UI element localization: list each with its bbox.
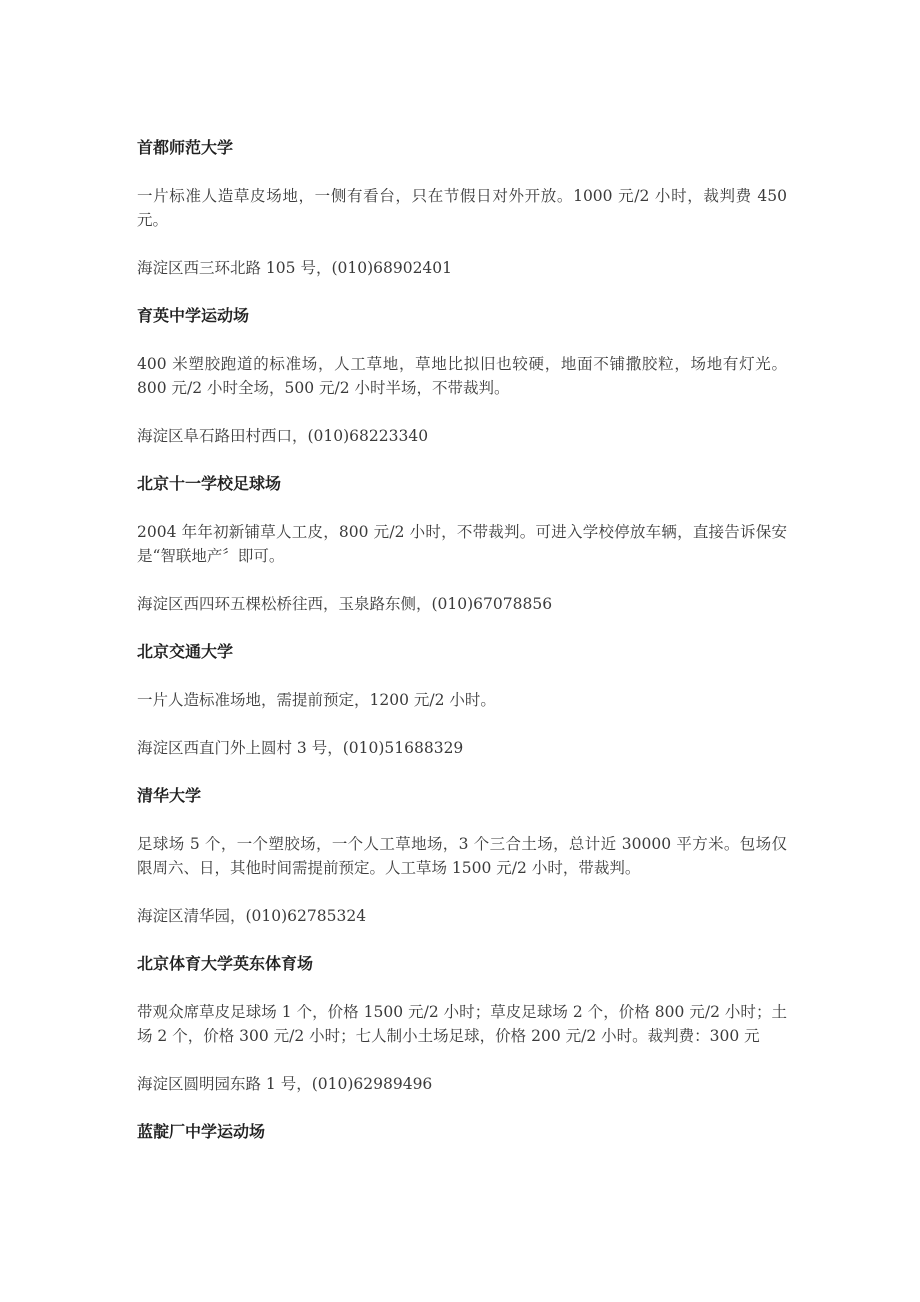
venue-entry [137, 472, 787, 616]
venue-entry [137, 1120, 787, 1144]
venue-description: 400 米塑胶跑道的标准场，人工草地，草地比拟旧也较硬，地面不铺撒胶粒，场地有灯光。800 元/2 小时全场，500 元/2 小时半场，不带裁判。 [137, 355, 787, 397]
venue-title: 首都师范大学 [137, 138, 234, 157]
venue-description: 一片人造标准场地，需提前预定，1200 元/2 小时。 [137, 691, 496, 709]
venue-contact: 海淀区西三环北路 105 号，(010)68902401 [137, 259, 453, 277]
venue-entry [137, 952, 787, 1096]
venue-contact: 海淀区西直门外上圆村 3 号，(010)51688329 [137, 739, 464, 757]
venue-contact: 海淀区阜石路田村西口，(010)68223340 [137, 427, 429, 445]
venue-title: 清华大学 [137, 786, 202, 805]
venue-entry [137, 640, 787, 760]
venue-title: 北京体育大学英东体育场 [137, 954, 314, 973]
venue-description: 足球场 5 个，一个塑胶场，一个人工草地场，3 个三合土场，总计近 30000 平方米。包场仅限周六、日，其他时间需提前预定。人工草场 1500 元/2 小时，带裁判。 [137, 835, 787, 877]
venue-entry [137, 304, 787, 448]
venue-title: 育英中学运动场 [137, 306, 250, 325]
document-page [137, 0, 787, 1168]
venue-contact: 海淀区西四环五棵松桥往西，玉泉路东侧，(010)67078856 [137, 595, 553, 613]
venue-title: 北京交通大学 [137, 642, 234, 661]
venue-description: 一片标准人造草皮场地，一侧有看台，只在节假日对外开放。1000 元/2 小时，裁判费 450 元。 [137, 187, 787, 229]
venue-title: 蓝靛厂中学运动场 [137, 1122, 266, 1141]
venue-contact: 海淀区圆明园东路 1 号，(010)62989496 [137, 1075, 433, 1093]
venue-entry [137, 136, 787, 280]
venue-description: 带观众席草皮足球场 1 个，价格 1500 元/2 小时；草皮足球场 2 个，价格 800 元/2 小时；土场 2 个，价格 300 元/2 小时；七人制小土场足球，价格 200 元/2 小时。裁判费：300 元 [137, 1003, 787, 1045]
venue-title: 北京十一学校足球场 [137, 474, 282, 493]
venue-entry [137, 784, 787, 928]
venue-description: 2004 年年初新铺草人工皮，800 元/2 小时，不带裁判。可进入学校停放车辆，直接告诉保安是“智联地产〞即可。 [137, 523, 787, 565]
venue-contact: 海淀区清华园，(010)62785324 [137, 907, 367, 925]
